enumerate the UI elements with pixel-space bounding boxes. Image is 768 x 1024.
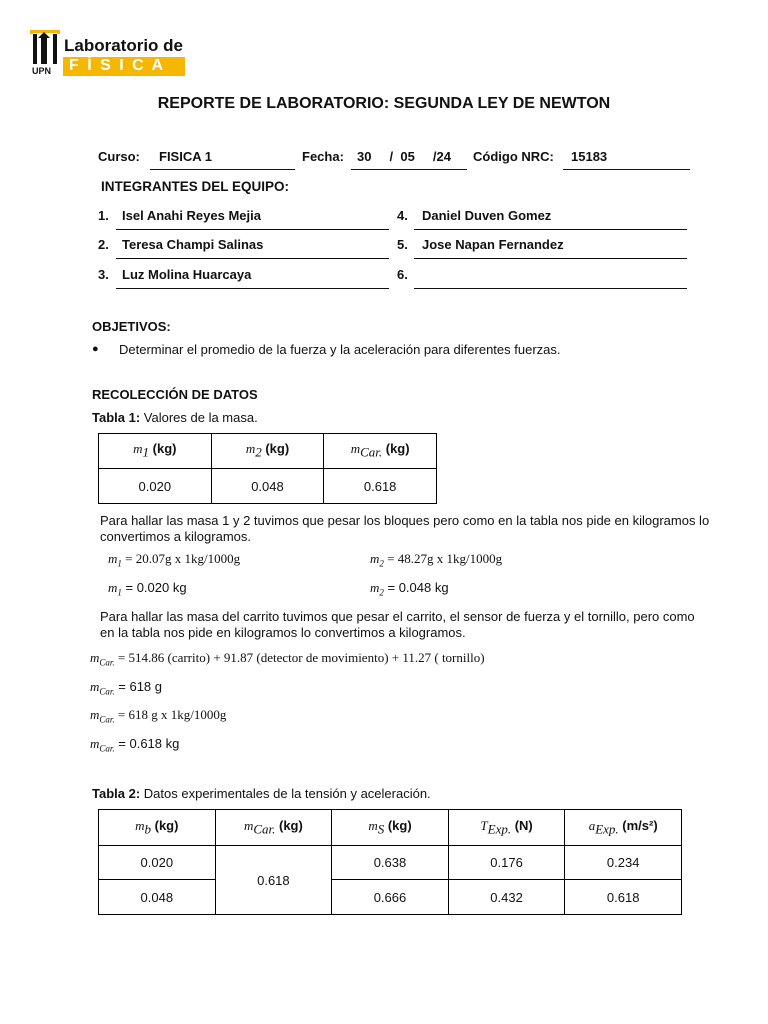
table2-cell: 0.618 [565, 880, 682, 915]
member-name: Daniel Duven Gomez [422, 208, 552, 223]
logo-accent-box [63, 57, 185, 76]
logo-title: Laboratorio de [64, 36, 184, 55]
table2-cell: 0.666 [332, 880, 449, 915]
paragraph-mass-cart: Para hallar las masa del carrito tuvimos que pesar el carrito, el sensor de fuerza y el tornillo, pero como en la tabla nos pide en kilogramos lo convertimos a kilogramos. [100, 609, 695, 640]
member-name: Luz Molina Huarcaya [122, 267, 252, 282]
table1-cell: 0.020 [99, 469, 212, 504]
caption-label: Tabla 2: [92, 786, 141, 801]
member-underline [116, 229, 389, 230]
fecha-label: Fecha: [302, 149, 344, 164]
table1-cell: 0.048 [211, 469, 324, 504]
table2-header-a: $a_{Exp.}$ (m/s²) [565, 810, 682, 846]
objective-item: Determinar el promedio de la fuerza y la aceleración para diferentes fuerzas. [119, 342, 561, 357]
table2-cell: 0.020 [99, 846, 216, 880]
nrc-label: Código NRC: [473, 149, 554, 164]
table2-header-mb: $m_b$ (kg) [99, 810, 216, 846]
member-number: 1. [98, 208, 109, 223]
table2-cell: 0.234 [565, 846, 682, 880]
curso-label: Curso: [98, 149, 140, 164]
member-underline [414, 229, 687, 230]
caption-text: Valores de la masa. [140, 410, 258, 425]
caption-text: Datos experimentales de la tensión y aceleración. [140, 786, 431, 801]
table1-header-m1: $m_1$ (kg) [99, 434, 212, 469]
team-heading: INTEGRANTES DEL EQUIPO: [101, 179, 290, 194]
caption-label: Tabla 1: [92, 410, 141, 425]
member-number: 5. [397, 237, 408, 252]
fecha-value: 30 / 05 /24 [357, 149, 451, 164]
data-heading: RECOLECCIÓN DE DATOS [92, 387, 258, 402]
table2-cell-mcar: 0.618 [215, 846, 332, 915]
member-number: 6. [397, 267, 408, 282]
logo-badge: UPN [32, 66, 52, 76]
equation-m2-result: $m_2 = 0.048$ kg [370, 580, 449, 598]
nrc-value: 15183 [571, 149, 608, 164]
member-name: Jose Napan Fernandez [422, 237, 564, 252]
paragraph-mass-blocks: Para hallar las masa 1 y 2 tuvimos que pesar los bloques pero como en la tabla nos pide en kilogramos lo convertimos a kilogramos. [100, 513, 710, 544]
table1-cell: 0.618 [324, 469, 437, 504]
table2-cell: 0.432 [448, 880, 565, 915]
table2-cell: 0.176 [448, 846, 565, 880]
equation-m1-conversion: $m_1 = 20.07g$ x 1kg/1000g [108, 551, 241, 569]
equation-m1-result: $m_1 = 0.020$ kg [108, 580, 187, 598]
equation-mcar-conversion: $m_{Car.} = 618$ g x 1kg/1000g [90, 707, 227, 725]
nrc-underline [563, 169, 690, 170]
table1-caption [92, 410, 258, 425]
equation-m2-conversion: $m_2 = 48.27g$ x 1kg/1000g [370, 551, 503, 569]
table-row [99, 846, 682, 880]
member-underline [116, 288, 389, 289]
curso-underline [150, 169, 295, 170]
table2-header-t: $T_{Exp.}$ (N) [448, 810, 565, 846]
member-underline [414, 288, 687, 289]
curso-value: FISICA 1 [159, 149, 212, 164]
member-name: Isel Anahi Reyes Mejia [122, 208, 261, 223]
objectives-heading: OBJETIVOS: [92, 319, 171, 334]
table2-cell: 0.638 [332, 846, 449, 880]
member-number: 4. [397, 208, 408, 223]
table2-header-mcar: $m_{Car.}$ (kg) [215, 810, 332, 846]
table1-header-mcar: $m_{Car.}$ (kg) [324, 434, 437, 469]
table2-header-ms: $m_S$ (kg) [332, 810, 449, 846]
member-number: 3. [98, 267, 109, 282]
bullet-icon: ● [92, 343, 99, 355]
table-row [99, 880, 682, 915]
member-name: Teresa Champi Salinas [122, 237, 264, 252]
equation-mcar-sum: $m_{Car.} = 514.86$ (carrito) + 91.87 (detector de movimiento) + 11.27 ( tornillo) [90, 650, 485, 668]
equation-mcar-grams: $m_{Car.} = 618$ g [90, 679, 163, 697]
report-title: REPORTE DE LABORATORIO: SEGUNDA LEY DE NEWTON [157, 95, 611, 112]
table-1 [98, 433, 437, 504]
logo-subtitle: F Í S I C A [69, 57, 166, 74]
table2-caption [92, 786, 431, 801]
table2-cell: 0.048 [99, 880, 216, 915]
member-number: 2. [98, 237, 109, 252]
equation-mcar-result: $m_{Car.} = 0.618$ kg [90, 736, 180, 754]
member-underline [116, 258, 389, 259]
table1-header-m2: $m_2$ (kg) [211, 434, 324, 469]
table-2 [98, 809, 682, 915]
fecha-underline [351, 169, 467, 170]
member-underline [414, 258, 687, 259]
